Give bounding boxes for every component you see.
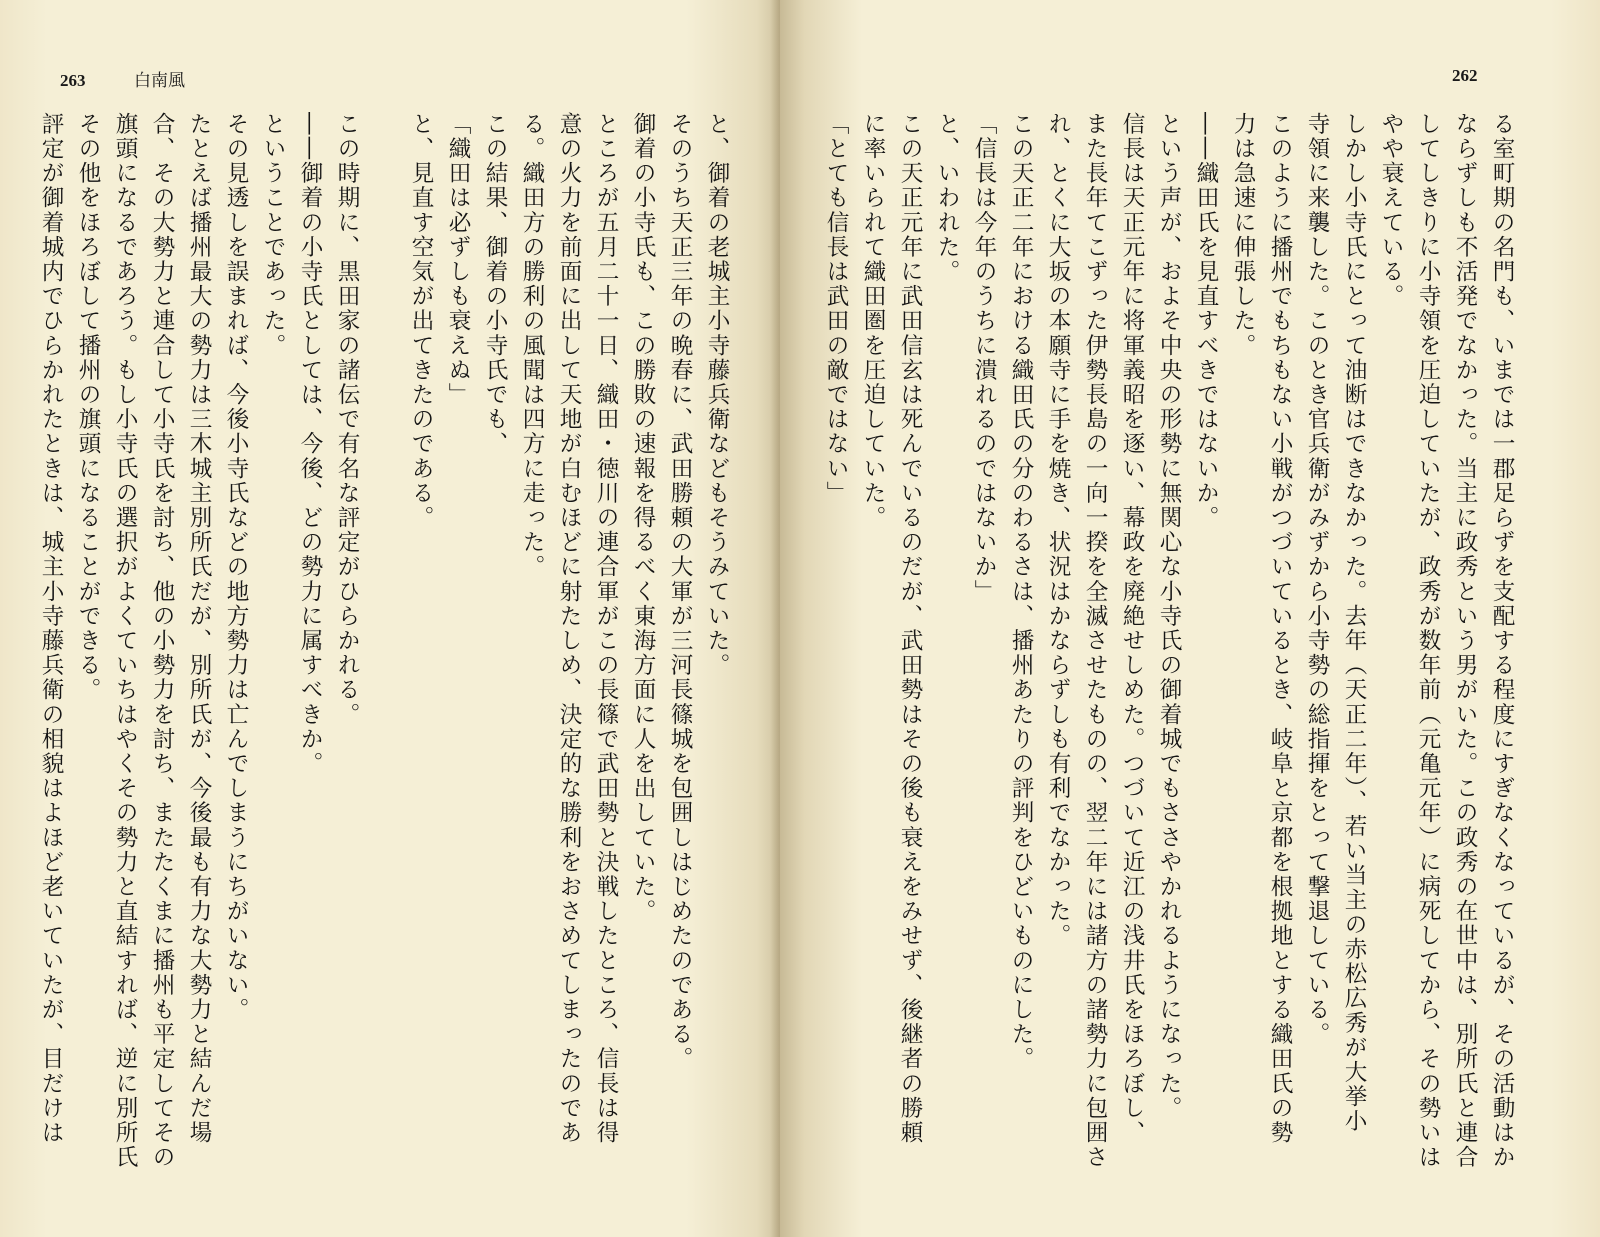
text-line: ならずしも不活発でなかった。当主に政秀という男がいた。この政秀の在世中は、別所氏と連合 <box>1452 112 1478 1170</box>
text-line: しかし小寺氏にとって油断はできなかった。去年（天正二年）、若い当主の赤松広秀が大挙小 <box>1341 112 1367 1134</box>
text-line: に率いられて織田圏を圧迫していた。 <box>860 112 886 531</box>
text-line: 御着の小寺氏も、この勝敗の速報を得るべく東海方面に人を出していた。 <box>630 112 656 924</box>
text-line: と、御着の老城主小寺藤兵衛などもそうみていた。 <box>704 112 730 678</box>
text-line: 旗頭になるであろう。もし小寺氏の選択がよくていちはやくその勢力と直結すれば、逆に別所氏 <box>112 112 138 1170</box>
left-page-number: 263 <box>60 71 86 90</box>
text-line: 寺領に来襲した。このとき官兵衛がみずから小寺勢の総指揮をとって撃退している。 <box>1304 112 1330 1047</box>
text-line: 力は急速に伸張した。 <box>1230 112 1256 358</box>
text-line: この天正二年における織田氏の分のわるさは、播州あたりの評判をひどいものにした。 <box>1008 112 1034 1072</box>
text-line: してしきりに小寺領を圧迫していたが、政秀が数年前（元亀元年）に病死してから、その勢いは <box>1415 112 1441 1170</box>
text-line: ところが五月二十一日、織田・徳川の連合軍がこの長篠で武田勢と決戦したところ、信長は得 <box>593 112 619 1146</box>
text-line: 「織田は必ずしも衰えぬ」 <box>445 112 471 408</box>
text-line: この時期に、黒田家の諸伝で有名な評定がひらかれる。 <box>334 112 360 727</box>
text-line: その見透しを誤まれば、今後小寺氏などの地方勢力は亡んでしまうにちがいない。 <box>223 112 249 1023</box>
text-line: ――御着の小寺氏としては、今後、どの勢力に属すべきか。 <box>297 112 323 777</box>
text-line: という声が、およそ中央の形勢に無関心な小寺氏の御着城でもささやかれるようになった。 <box>1156 112 1182 1121</box>
text-line: この結果、御着の小寺氏でも、 <box>482 112 508 457</box>
right-page-body <box>825 112 1520 1182</box>
text-line: 評定が御着城内でひらかれたときは、城主小寺藤兵衛の相貌はよほど老いていたが、目だけは <box>38 112 64 1146</box>
text-line: ――織田氏を見直すべきではないか。 <box>1193 112 1219 531</box>
blank-line <box>365 112 402 1182</box>
text-line: 信長は天正元年に将軍義昭を逐い、幕政を廃絶せしめた。つづいて近江の浅井氏をほろぼし、 <box>1119 112 1145 1146</box>
text-line: 意の火力を前面に出して天地が白むほどに射たしめ、決定的な勝利をおさめてしまったのであ <box>556 112 582 1146</box>
text-line: 合、その大勢力と連合して小寺氏を討ち、他の小勢力を討ち、またたくまに播州も平定してその <box>149 112 175 1170</box>
text-line: れ、とくに大坂の本願寺に手を焼き、状況はかならずしも有利でなかった。 <box>1045 112 1071 949</box>
right-page-header <box>1452 66 1478 86</box>
left-page-body <box>38 112 735 1182</box>
right-page-number: 262 <box>1452 66 1478 85</box>
text-line: る。織田方の勝利の風聞は四方に走った。 <box>519 112 545 580</box>
text-line: たとえば播州最大の勢力は三木城主別所氏だが、別所氏が、今後最も有力な大勢力と結んだ場 <box>186 112 212 1146</box>
text-line: このように播州でもちもない小戦がつづいているとき、岐阜と京都を根拠地とする織田氏の勢 <box>1267 112 1293 1146</box>
text-line: る室町期の名門も、いまでは一郡足らずを支配する程度にすぎなくなっているが、その活動はか <box>1489 112 1515 1170</box>
text-line: また長年てこずった伊勢長島の一向一揆を全滅させたものの、翌二年には諸方の諸勢力に包囲さ <box>1082 112 1108 1170</box>
text-line: この天正元年に武田信玄は死んでいるのだが、武田勢はその後も衰えをみせず、後継者の勝頼 <box>897 112 923 1146</box>
text-line: やや衰えている。 <box>1378 112 1404 309</box>
text-line: そのうち天正三年の晩春に、武田勝頼の大軍が三河長篠城を包囲しはじめたのである。 <box>667 112 693 1072</box>
left-page-header <box>60 66 185 91</box>
text-line: と、いわれた。 <box>934 112 960 285</box>
text-line: 「とても信長は武田の敵ではない」 <box>823 112 849 506</box>
text-line: と、見直す空気が出てきたのである。 <box>408 112 434 531</box>
text-line: その他をほろぼして播州の旗頭になることができる。 <box>75 112 101 703</box>
text-line: ということであった。 <box>260 112 286 358</box>
running-head: 白南風 <box>134 71 185 90</box>
text-line: 「信長は今年のうちに潰れるのではないか」 <box>971 112 997 604</box>
